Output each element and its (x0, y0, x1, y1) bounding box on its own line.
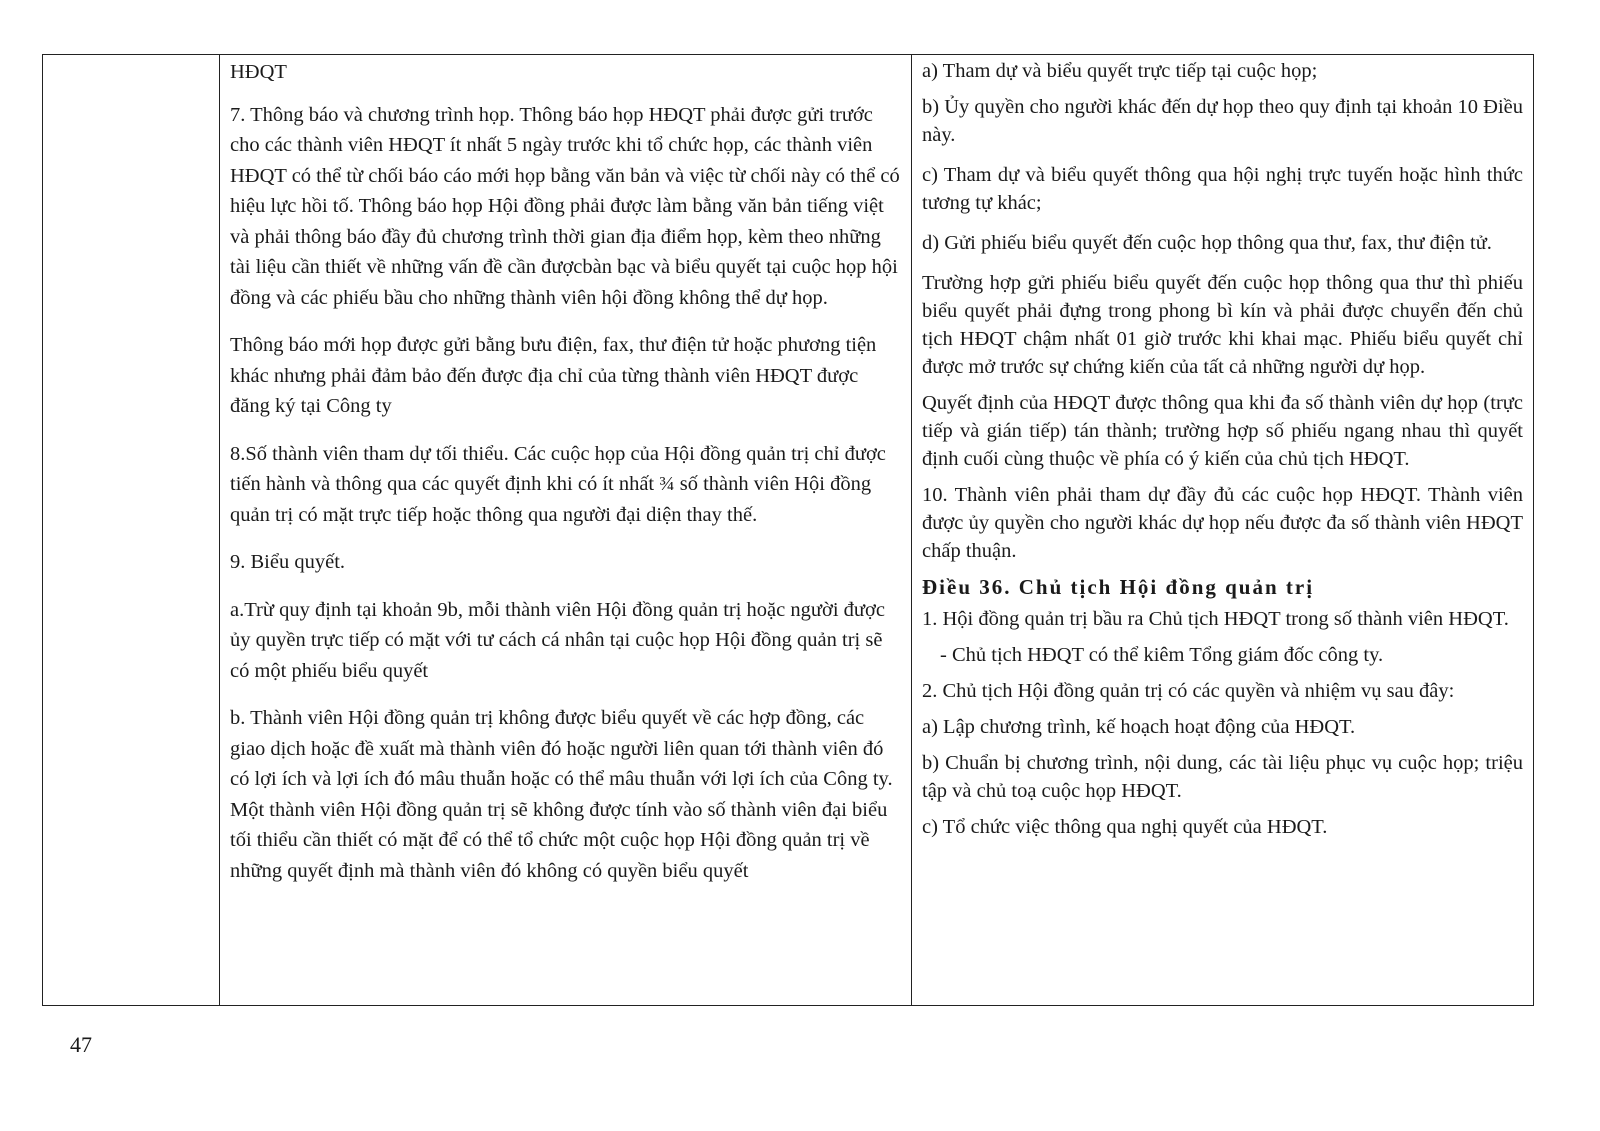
paragraph-quorum: 8.Số thành viên tham dự tối thiểu. Các cuộc họp của Hội đồng quản trị chỉ được tiến hành và thông qua các quyết định khi có ít nhất ¾ số thành viên Hội đồng quản trị có mặt trực tiếp hoặc thông qua người đại diện thay thế. (230, 442, 886, 526)
paragraph-mail-ballot: Trường hợp gửi phiếu biểu quyết đến cuộc họp thông qua thư thì phiếu biểu quyết phải đựng trong phong bì kín và phải được chuyển đến chủ tịch HĐQT chậm nhất 01 giờ trước khi khai mạc. Phiếu biểu quyết chỉ được mở trước sự chứng kiến của tất cả những người dự họp. (922, 272, 1523, 378)
paragraph-duty-b: b) Chuẩn bị chương trình, nội dung, các tài liệu phục vụ cuộc họp; triệu tập và chủ toạ cuộc họp HĐQT. (922, 752, 1523, 802)
table-column-old-text (220, 55, 912, 1005)
paragraph-authorize-proxy: b) Ủy quyền cho người khác đến dự họp theo quy định tại khoản 10 Điều này. (922, 96, 1523, 146)
paragraph-duty-c: c) Tổ chức việc thông qua nghị quyết của HĐQT. (922, 816, 1328, 838)
table-column-empty (43, 55, 220, 1005)
paragraph-member-attendance: 10. Thành viên phải tham dự đầy đủ các cuộc họp HĐQT. Thành viên được ủy quyền cho người khác dự họp nếu được đa số thành viên HĐQT chấp thuận. (922, 484, 1523, 562)
page-number: 47 (70, 1032, 92, 1057)
paragraph-chairman-duties: 2. Chủ tịch Hội đồng quản trị có các quyền và nhiệm vụ sau đây: (922, 680, 1455, 702)
document-table (42, 54, 1534, 1006)
paragraph-decision-rule: Quyết định của HĐQT được thông qua khi đa số thành viên dự họp (trực tiếp và gián tiếp) tán thành; trường hợp số phiếu ngang nhau thì quyết định cuối cùng thuộc về phía có ý kiến của chủ tịch HĐQT. (922, 392, 1523, 470)
paragraph-voting-heading: 9. Biểu quyết. (230, 551, 346, 573)
paragraph-notice-agenda: 7. Thông báo và chương trình họp. Thông báo họp HĐQT phải được gửi trước cho các thành viên HĐQT ít nhất 5 ngày trước khi tổ chức họp, các thành viên HĐQT có thể từ chối báo cáo mới họp bằng văn bản và việc từ chối này có thể có hiệu lực hồi tố. Thông báo họp Hội đồng phải được làm bằng văn bản tiếng việt và phải thông báo đầy đủ chương trình thời gian địa điểm họp, kèm theo những tài liệu cần thiết về những vấn đề cần đượcbàn bạc và biểu quyết tại cuộc họp hội đồng và các phiếu bầu cho những thành viên hội đồng không thể dự họp. (230, 103, 900, 309)
paragraph-voting-a: a.Trừ quy định tại khoản 9b, mỗi thành viên Hội đồng quản trị hoặc người được ủy quyền trực tiếp có mặt với tư cách cá nhân tại cuộc họp Hội đồng quản trị sẽ có một phiếu biểu quyết (230, 598, 885, 682)
paragraph-notice-delivery: Thông báo mới họp được gửi bằng bưu điện, fax, thư điện tử hoặc phương tiện khác nhưng phải đảm bảo đến được địa chỉ của từng thành viên HĐQT được đăng ký tại Công ty (230, 334, 877, 417)
paragraph-voting-b: b. Thành viên Hội đồng quản trị không được biểu quyết về các hợp đồng, các giao dịch hoặc đề xuất mà thành viên đó hoặc người liên quan tới thành viên đó có lợi ích và lợi ích đó mâu thuẫn hoặc có thể mâu thuẫn với lợi ích của Công ty. Một thành viên Hội đồng quản trị sẽ không được tính vào số thành viên đại biểu tối thiểu cần thiết có mặt để có thể tổ chức một cuộc họp Hội đồng quản trị về những quyết định mà thành viên đó không có quyền biểu quyết (230, 707, 893, 882)
paragraph-chairman-ceo: - Chủ tịch HĐQT có thể kiêm Tổng giám đốc công ty. (940, 644, 1384, 666)
paragraph-duty-a: a) Lập chương trình, kế hoạch hoạt động của HĐQT. (922, 716, 1356, 738)
paragraph-online-meeting: c) Tham dự và biểu quyết thông qua hội nghị trực tuyến hoặc hình thức tương tự khác; (922, 164, 1523, 214)
paragraph-elect-chairman: 1. Hội đồng quản trị bầu ra Chủ tịch HĐQT trong số thành viên HĐQT. (922, 608, 1509, 630)
paragraph-attend-direct: a) Tham dự và biểu quyết trực tiếp tại cuộc họp; (922, 60, 1318, 82)
table-column-new-text (912, 55, 1533, 1005)
paragraph-send-ballot: d) Gửi phiếu biểu quyết đến cuộc họp thông qua thư, fax, thư điện tử. (922, 232, 1492, 254)
paragraph-hdqt: HĐQT (230, 61, 287, 83)
article-36-heading: Điều 36. Chủ tịch Hội đồng quản trị (922, 575, 1315, 599)
